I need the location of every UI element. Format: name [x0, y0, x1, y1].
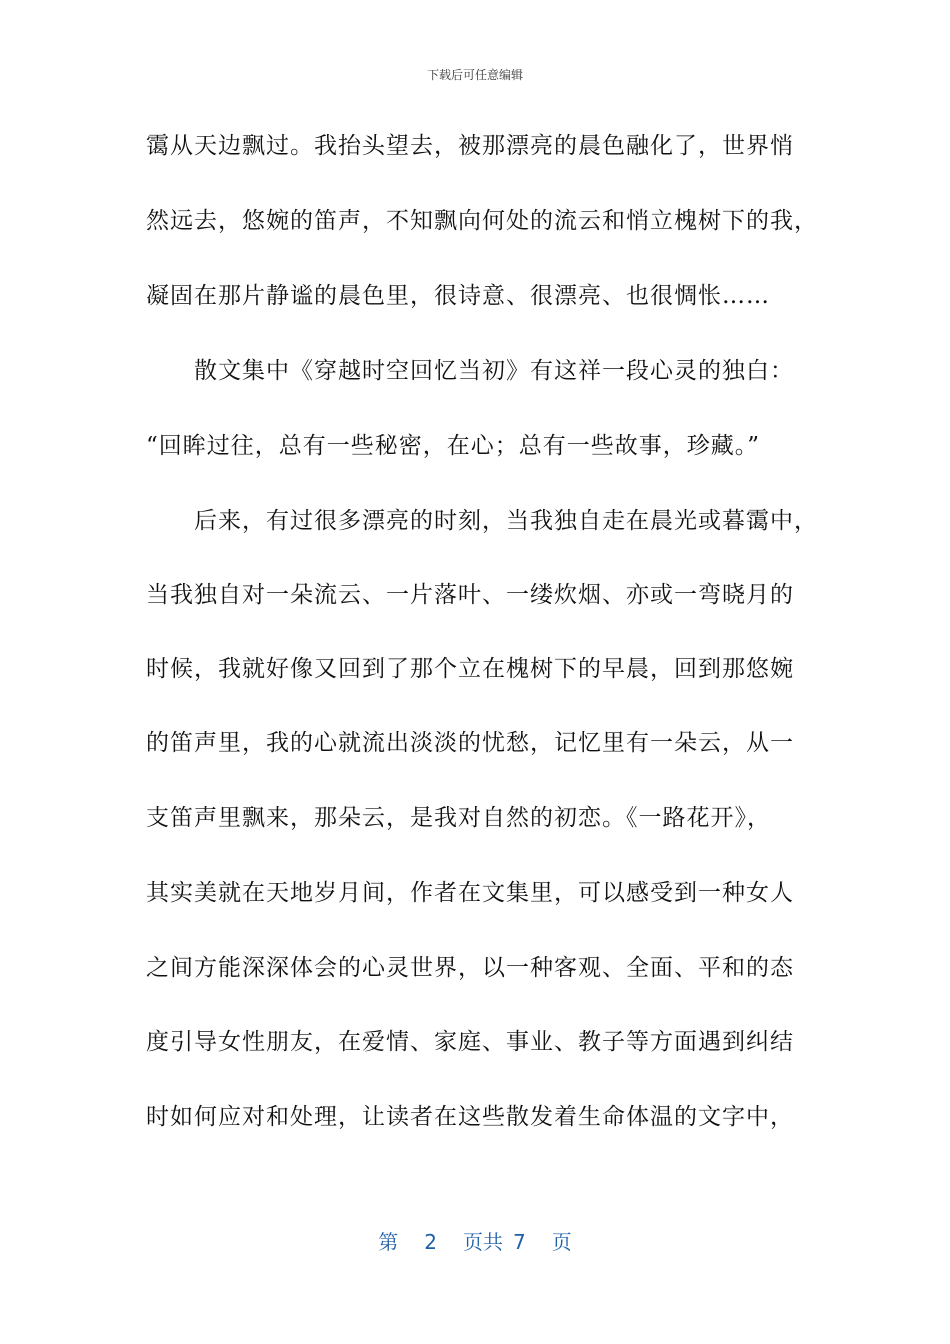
text-line: 度引导女性朋友，在爱情、家庭、事业、教子等方面遇到纠结	[146, 1029, 794, 1055]
text-line: 后来，有过很多漂亮的时刻，当我独自走在晨光或暮霭中，	[194, 508, 818, 534]
footer-middle: 页共	[463, 1230, 503, 1254]
text-line: “回眸过往，总有一些秘密，在心；总有一些故事，珍藏。”	[146, 433, 761, 459]
text-line: 时候，我就好像又回到了那个立在槐树下的早晨，回到那悠婉	[146, 656, 794, 682]
text-line: 其实美就在天地岁月间，作者在文集里，可以感受到一种女人	[146, 880, 794, 906]
text-line: 当我独自对一朵流云、一片落叶、一缕炊烟、亦或一弯晓月的	[146, 582, 794, 608]
total-page-number: 7	[513, 1230, 526, 1254]
text-line: 霭从天边飘过。我抬头望去，被那漂亮的晨色融化了，世界悄	[146, 133, 794, 159]
text-line: 时如何应对和处理，让读者在这些散发着生命体温的文字中，	[146, 1104, 794, 1130]
footer-prefix: 第	[378, 1230, 399, 1254]
text-line: 然远去，悠婉的笛声，不知飘向何处的流云和悄立槐树下的我，	[146, 208, 818, 234]
text-line: 凝固在那片静谧的晨色里，很诗意、很漂亮、也很惆怅……	[146, 283, 770, 309]
text-line: 散文集中《穿越时空回忆当初》有这祥一段心灵的独白：	[194, 358, 794, 384]
text-line: 支笛声里飘来，那朵云，是我对自然的初恋。《一路花开》，	[146, 805, 771, 831]
text-line: 的笛声里，我的心就流出淡淡的忧愁，记忆里有一朵云，从一	[146, 730, 794, 756]
page-header: 下载后可任意编辑	[426, 68, 523, 82]
text-line: 之间方能深深体会的心灵世界，以一种客观、全面、平和的态	[146, 955, 794, 981]
page-footer	[0, 1226, 950, 1255]
current-page-number: 2	[424, 1230, 437, 1254]
footer-suffix: 页	[551, 1230, 572, 1254]
